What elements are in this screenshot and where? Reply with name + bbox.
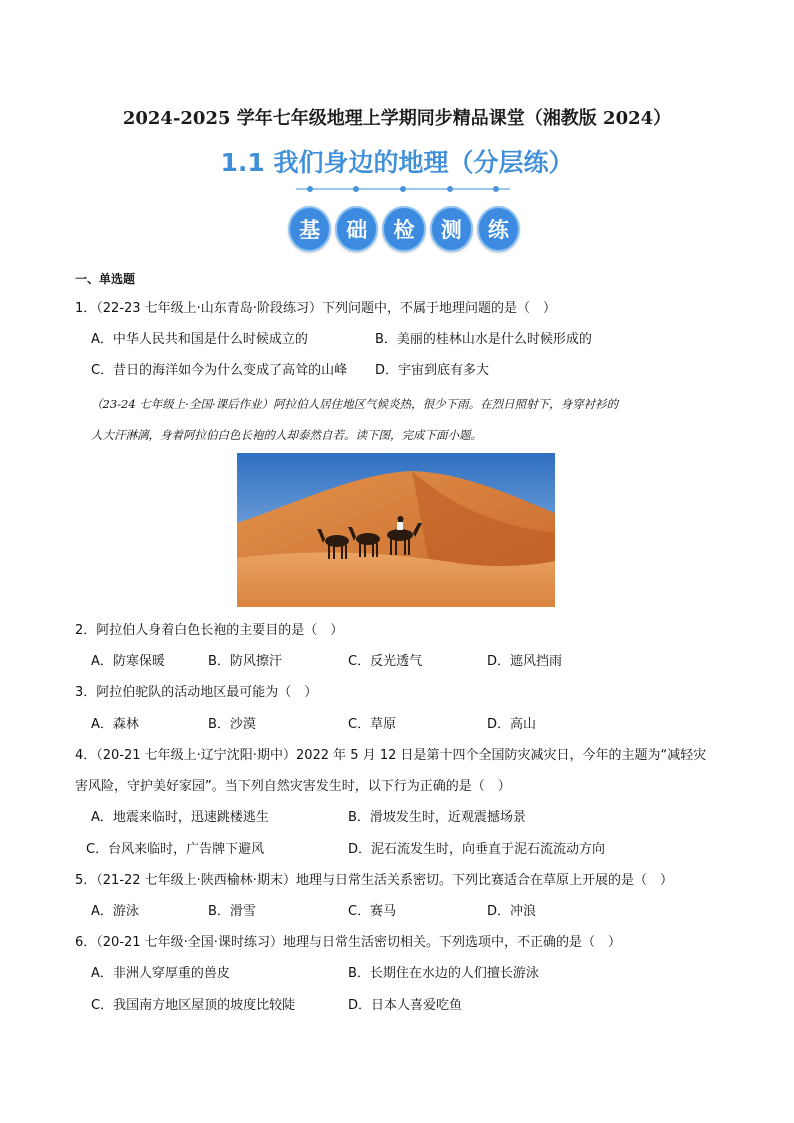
question-4-option-b: B．滑坡发生时，近观震撼场景 bbox=[348, 810, 526, 825]
lesson-title: 1.1 我们身边的地理（分层练） bbox=[220, 148, 574, 177]
question-1-stem: 1．（22-23 七年级上·山东青岛·阶段练习）下列问题中，不属于地理问题的是（ ） bbox=[75, 301, 556, 316]
question-3-option-a: A．森林 bbox=[91, 717, 139, 732]
question-4-option-c: C．台风来临时，广告牌下避风 bbox=[86, 842, 265, 857]
question-5-option-d: D．冲浪 bbox=[487, 904, 537, 919]
question-3-option-d: D．高山 bbox=[487, 717, 537, 732]
question-4-option-a: A．地震来临时，迅速跳楼逃生 bbox=[91, 810, 269, 825]
badge-ji: 基 bbox=[288, 206, 331, 252]
badge-ce: 测 bbox=[430, 206, 473, 252]
question-1-option-d: D．宇宙到底有多大 bbox=[375, 363, 490, 378]
question-5-option-b: B．滑雪 bbox=[208, 904, 256, 919]
desert-camel-photo bbox=[237, 453, 555, 607]
question-6-option-a: A．非洲人穿厚重的兽皮 bbox=[91, 966, 230, 981]
badge-lian: 练 bbox=[477, 206, 520, 252]
series-title: 2024-2025 学年七年级地理上学期同步精品课堂（湘教版 2024） bbox=[122, 108, 672, 129]
question-5-option-a: A．游泳 bbox=[91, 904, 139, 919]
passage-line-1: （23-24 七年级上·全国·课后作业）阿拉伯人居住地区气候炎热，很少下雨。在烈日照射下，身穿衬衫的 bbox=[91, 397, 619, 411]
question-6-stem: 6．（20-21 七年级·全国·课时练习）地理与日常生活密切相关。下列选项中，不正确的是（ ） bbox=[75, 935, 621, 950]
question-4-option-d: D．泥石流发生时，向垂直于泥石流流动方向 bbox=[348, 842, 606, 857]
question-5-stem: 5．（21-22 七年级上·陕西榆林·期末）地理与日常生活关系密切。下列比赛适合在草原上开展的是（ ） bbox=[75, 873, 673, 888]
question-6-option-c: C．我国南方地区屋顶的坡度比较陡 bbox=[91, 998, 296, 1013]
question-2-option-c: C．反光透气 bbox=[348, 654, 423, 669]
badge-row bbox=[288, 206, 520, 254]
badge-chu: 础 bbox=[335, 206, 378, 252]
question-3-option-b: B．沙漠 bbox=[208, 717, 256, 732]
question-4-stem-line-1: 4．（20-21 七年级上·辽宁沈阳·期中）2022 年 5 月 12 日是第十四个全国防灾减灾日，今年的主题为“减轻灾 bbox=[75, 748, 707, 763]
title-decoration bbox=[296, 184, 510, 194]
question-6-option-b: B．长期住在水边的人们擅长游泳 bbox=[348, 966, 539, 981]
section-heading: 一、单选题 bbox=[75, 272, 136, 286]
question-5-option-c: C．赛马 bbox=[348, 904, 397, 919]
passage-line-2: 人大汗淋漓，身着阿拉伯白色长袍的人却泰然自若。读下图，完成下面小题。 bbox=[91, 428, 482, 442]
question-2-option-d: D．遮风挡雨 bbox=[487, 654, 563, 669]
question-2-option-a: A．防寒保暖 bbox=[91, 654, 165, 669]
question-2-option-b: B．防风擦汗 bbox=[208, 654, 282, 669]
question-1-option-c: C．昔日的海洋如今为什么变成了高耸的山峰 bbox=[91, 363, 348, 378]
question-4-stem-line-2: 害风险，守护美好家园”。当下列自然灾害发生时，以下行为正确的是（ ） bbox=[75, 779, 511, 794]
question-6-option-d: D．日本人喜爱吃鱼 bbox=[348, 998, 463, 1013]
question-1-option-a: A．中华人民共和国是什么时候成立的 bbox=[91, 332, 308, 347]
question-3-stem: 3．阿拉伯驼队的活动地区最可能为（ ） bbox=[75, 685, 318, 700]
badge-jian: 检 bbox=[382, 206, 425, 252]
question-2-stem: 2．阿拉伯人身着白色长袍的主要目的是（ ） bbox=[75, 623, 344, 638]
question-1-option-b: B．美丽的桂林山水是什么时候形成的 bbox=[375, 332, 592, 347]
question-3-option-c: C．草原 bbox=[348, 717, 397, 732]
